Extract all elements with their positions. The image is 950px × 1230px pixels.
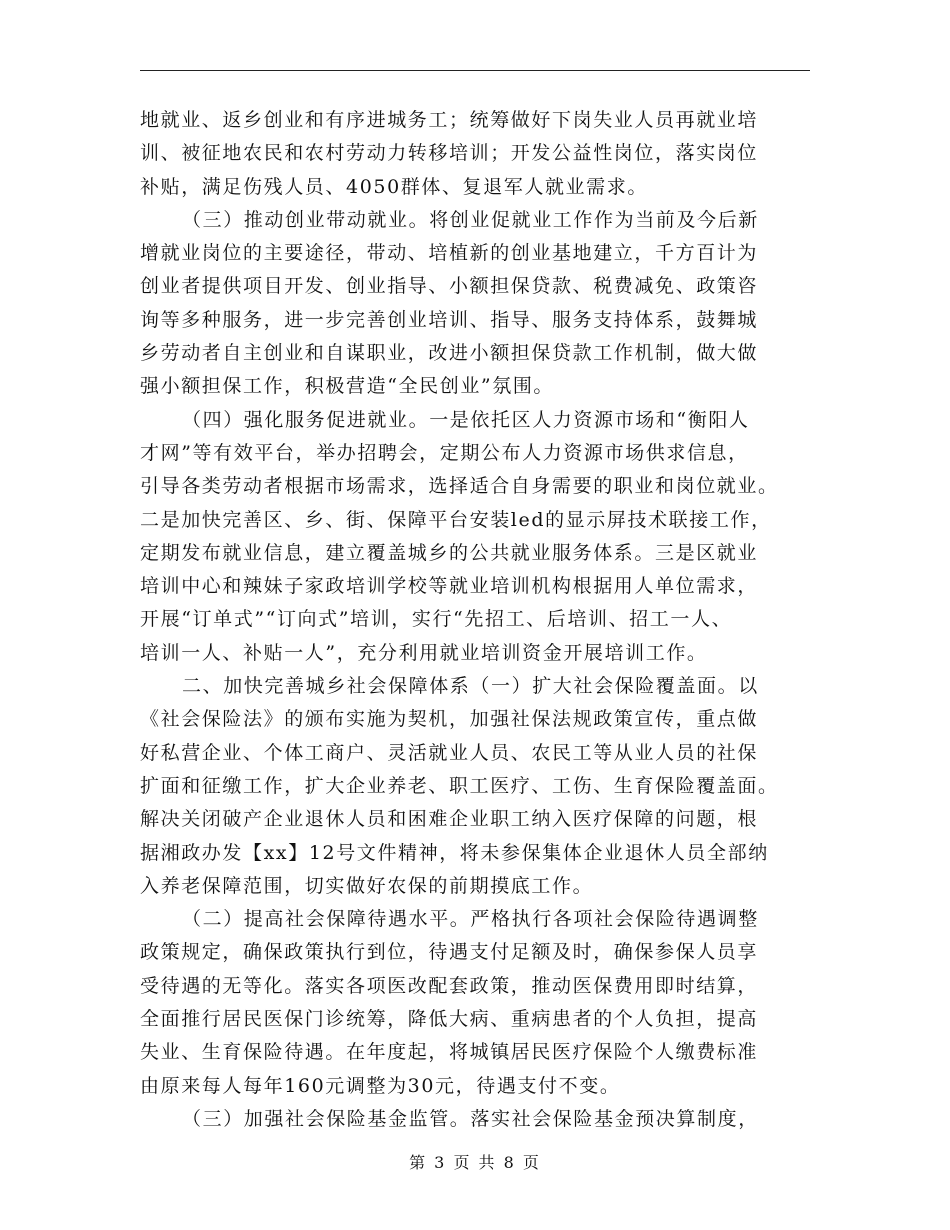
text-line: 创业者提供项目开发、创业指导、小额担保贷款、税费减免、政策咨 bbox=[140, 275, 759, 298]
text-line: （二）提高社会保障待遇水平。严格执行各项社会保险待遇调整 bbox=[182, 908, 759, 931]
text-line: 地就业、返乡创业和有序进城务工；统筹做好下岗失业人员再就业培 bbox=[140, 109, 759, 131]
text-line: 《社会保险法》的颁布实施为契机，加强社保法规政策宣传，重点做 bbox=[140, 708, 759, 731]
text-line: 好私营企业、个体工商户、灵活就业人员、农民工等从业人员的社保 bbox=[140, 741, 759, 764]
header-rule bbox=[140, 70, 810, 71]
body-text bbox=[140, 104, 810, 1136]
text-line: 政策规定，确保政策执行到位，待遇支付足额及时，确保参保人员享 bbox=[140, 941, 759, 964]
text-line: 解决关闭破产企业退休人员和困难企业职工纳入医疗保障的问题，根 bbox=[140, 808, 759, 831]
text-line: 训、被征地农民和农村劳动力转移培训；开发公益性岗位，落实岗位 bbox=[140, 142, 759, 165]
text-line: 引导各类劳动者根据市场需求，选择适合自身需要的职业和岗位就业。 bbox=[140, 475, 779, 498]
text-line: 询等多种服务，进一步完善创业培训、指导、服务支持体系，鼓舞城 bbox=[140, 308, 759, 331]
text-line: 全面推行居民医保门诊统筹，降低大病、重病患者的个人负担，提高 bbox=[140, 1008, 759, 1031]
text-line: 失业、生育保险待遇。在年度起，将城镇居民医疗保险个人缴费标准 bbox=[140, 1041, 759, 1064]
text-line: 入养老保障范围，切实做好农保的前期摸底工作。 bbox=[140, 874, 594, 897]
text-line: 二、加快完善城乡社会保障体系（一）扩大社会保险覆盖面。以 bbox=[182, 675, 759, 698]
text-line: （四）强化服务促进就业。一是依托区人力资源市场和“衡阳人 bbox=[182, 408, 750, 431]
text-line: 培训一人、补贴一人”，充分利用就业培训资金开展培训工作。 bbox=[140, 641, 708, 664]
text-line: 扩面和征缴工作，扩大企业养老、职工医疗、工伤、生育保险覆盖面。 bbox=[140, 774, 779, 797]
text-line: 定期发布就业信息，建立覆盖城乡的公共就业服务体系。三是区就业 bbox=[140, 541, 759, 564]
text-line: 乡劳动者自主创业和自谋职业，改进小额担保贷款工作机制，做大做 bbox=[140, 342, 759, 365]
text-line: （三）推动创业带动就业。将创业促就业工作作为当前及今后新 bbox=[182, 208, 759, 231]
text-line: 二是加快完善区、乡、街、保障平台安装led的显示屏技术联接工作， bbox=[140, 508, 772, 531]
text-line: 才网”等有效平台，举办招聘会，定期公布人力资源市场供求信息， bbox=[140, 441, 749, 464]
page-footer: 第 3 页 共 8 页 bbox=[409, 1153, 541, 1172]
text-line: 据湘政办发【xx】12号文件精神，将未参保集体企业退休人员全部纳 bbox=[140, 841, 769, 864]
text-line: 培训中心和辣妹子家政培训学校等就业培训机构根据用人单位需求， bbox=[140, 575, 759, 598]
text-line: 开展“订单式”“订向式”培训，实行“先招工、后培训、招工一人、 bbox=[140, 608, 733, 631]
text-line: 由原来每人每年160元调整为30元，待遇支付不变。 bbox=[140, 1074, 621, 1097]
text-line: 受待遇的无等化。落实各项医改配套政策，推动医保费用即时结算， bbox=[140, 974, 759, 997]
text-line: （三）加强社会保险基金监管。落实社会保险基金预决算制度， bbox=[182, 1107, 759, 1130]
text-line: 补贴，满足伤残人员、4050群体、复退军人就业需求。 bbox=[140, 175, 648, 198]
text-line: 强小额担保工作，积极营造“全民创业”氛围。 bbox=[140, 375, 555, 398]
text-line: 增就业岗位的主要途径，带动、培植新的创业基地建立，千方百计为 bbox=[140, 242, 759, 265]
